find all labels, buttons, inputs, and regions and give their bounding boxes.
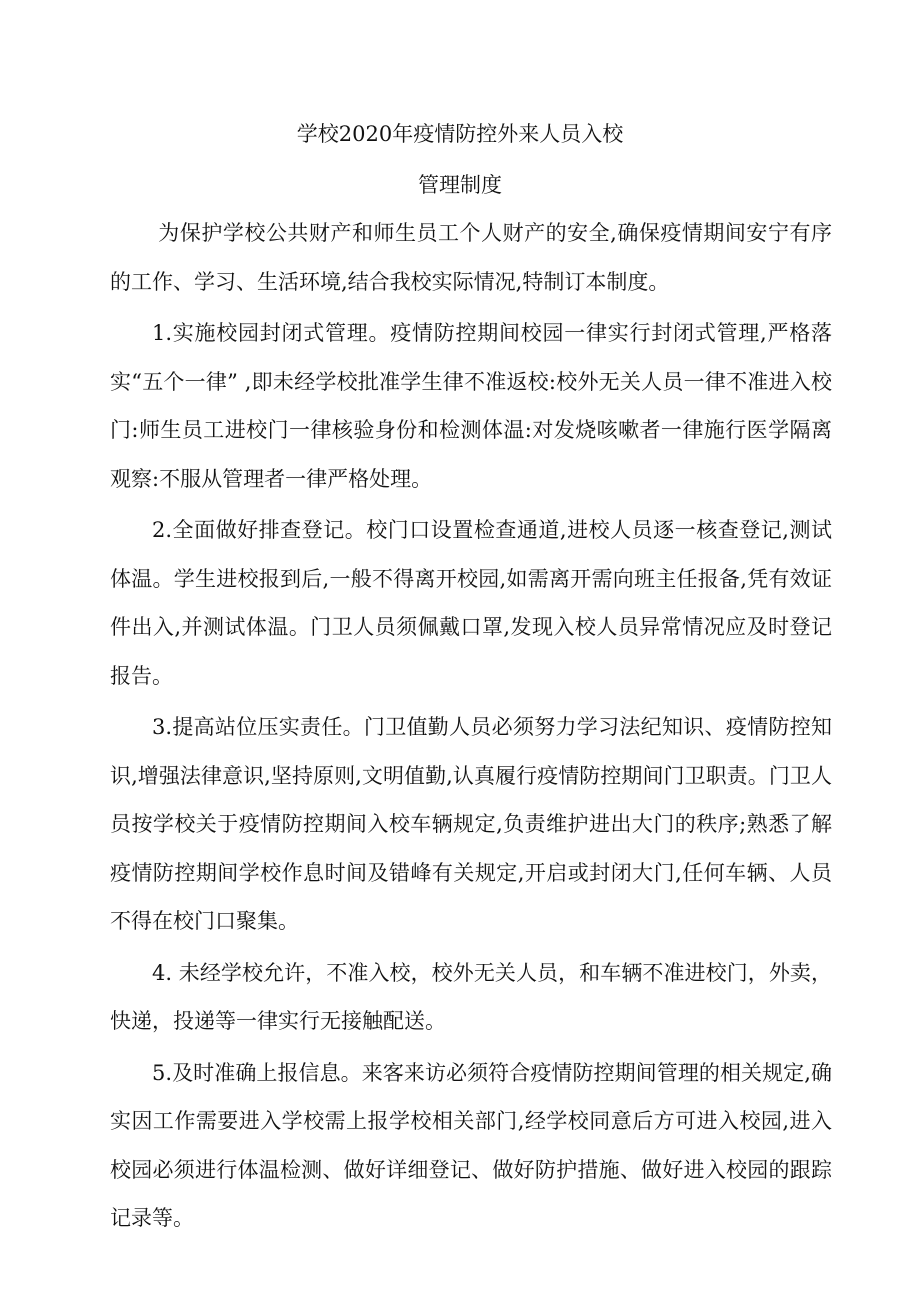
paragraph-item-1: 1.实施校园封闭式管理。疫情防控期间校园一律实行封闭式管理,严格落实“五个一律” ,即未经学校批准学生律不准返校:校外无关人员一律不准进入校门:师生员工进校门一律核验身份和检测体温:对发烧咳嗽者一律施行医学隔离观察:不服从管理者一律严格处理。 <box>110 321 832 491</box>
paragraph-item-5: 5.及时准确上报信息。来客来访必须符合疫情防控期间管理的相关规定,确实因工作需要进入学校需上报学校相关部门,经学校同意后方可进入校园,进入校园必须进行体温检测、做好详细登记、做好防护措施、做好进入校园的跟踪记录等。 <box>110 1060 832 1230</box>
paragraph-intro: 为保护学校公共财产和师生员工个人财产的安全,确保疫情期间安宁有序的工作、学习、生活环境,结合我校实际情况,特制订本制度。 <box>110 221 832 294</box>
document-subtitle: 管理制度 <box>418 173 502 197</box>
paragraph-item-4: 4. 未经学校允许，不准入校，校外无关人员，和车辆不准进校门，外卖，快递，投递等一律实行无接触配送。 <box>110 960 832 1033</box>
paragraph-item-2: 2.全面做好排查登记。校门口设置检查通道,进校人员逐一核查登记,测试体温。学生进校报到后,一般不得离开校园,如需离开需向班主任报备,凭有效证件出入,并测试体温。门卫人员须佩戴口罩,发现入校人员异常情况应及时登记报告。 <box>110 518 832 688</box>
document-body <box>110 209 832 1246</box>
document-title: 学校2020年疫情防控外来人员入校 <box>296 122 624 146</box>
paragraph-item-3: 3.提高站位压实责任。门卫值勤人员必须努力学习法纪知识、疫情防控知识,增强法律意识,坚持原则,文明值勤,认真履行疫情防控期间门卫职责。门卫人员按学校关于疫情防控期间入校车辆规定,负责维护进出大门的秩序;熟悉了解疫情防控期间学校作息时间及错峰有关规定,开启或封闭大门,任何车辆、人员不得在校门口聚集。 <box>110 715 832 933</box>
